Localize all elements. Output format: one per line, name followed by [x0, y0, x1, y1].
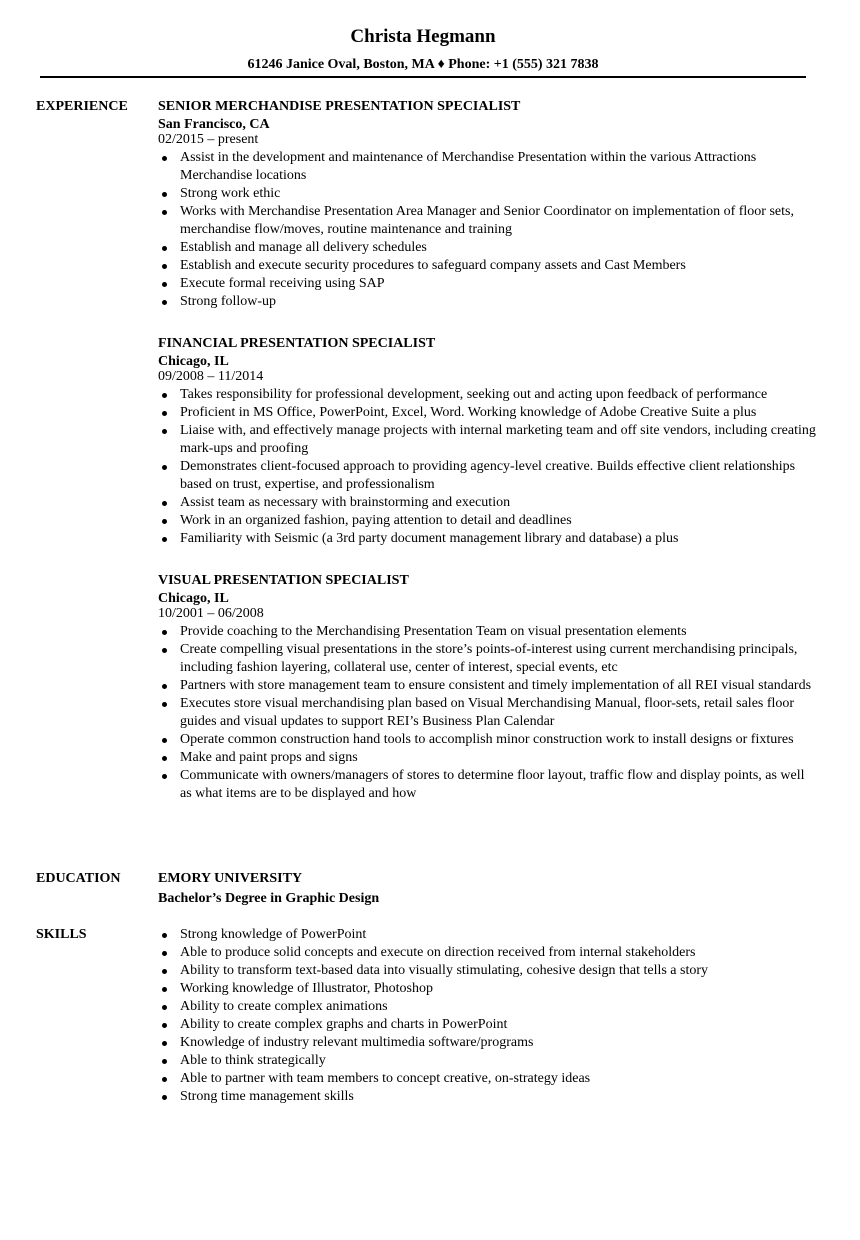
job-entry: [158, 335, 818, 548]
list-item: Demonstrates client-focused approach to providing agency-level creative. Builds effective client relationships based on trust, expertise, and professionalism: [158, 458, 818, 494]
job-dates: 02/2015 – present: [158, 132, 259, 147]
job-duties: [158, 623, 818, 803]
job-title: SENIOR MERCHANDISE PRESENTATION SPECIALIST: [158, 99, 521, 114]
list-item: Able to partner with team members to concept creative, on-strategy ideas: [158, 1070, 818, 1088]
skills-list: [158, 926, 818, 1106]
school-name: EMORY UNIVERSITY: [158, 871, 303, 886]
list-item: Communicate with owners/managers of stores to determine floor layout, traffic flow and display points, as well as what items are to be displayed and how: [158, 767, 818, 803]
list-item: Able to think strategically: [158, 1052, 818, 1070]
list-item: Familiarity with Seismic (a 3rd party document management library and database) a plus: [158, 530, 818, 548]
job-title: FINANCIAL PRESENTATION SPECIALIST: [158, 336, 436, 351]
header-divider: [40, 76, 806, 78]
degree: Bachelor’s Degree in Graphic Design: [158, 891, 380, 906]
list-item: Knowledge of industry relevant multimedia software/programs: [158, 1034, 818, 1052]
job-entry: [158, 98, 818, 311]
list-item: Takes responsibility for professional development, seeking out and acting upon feedback of performance: [158, 386, 818, 404]
list-item: Assist team as necessary with brainstorming and execution: [158, 494, 818, 512]
education-label: EDUCATION: [36, 871, 121, 886]
education-section: [158, 870, 818, 910]
job-duties: [158, 386, 818, 548]
experience-label: EXPERIENCE: [36, 99, 128, 114]
list-item: Strong work ethic: [158, 185, 818, 203]
candidate-name: Christa Hegmann: [350, 26, 496, 47]
experience-section: [158, 98, 818, 803]
list-item: Strong time management skills: [158, 1088, 818, 1106]
list-item: Establish and manage all delivery schedules: [158, 239, 818, 257]
list-item: Establish and execute security procedures to safeguard company assets and Cast Members: [158, 257, 818, 275]
list-item: Ability to create complex graphs and charts in PowerPoint: [158, 1016, 818, 1034]
job-location: San Francisco, CA: [158, 117, 270, 132]
list-item: Strong knowledge of PowerPoint: [158, 926, 818, 944]
list-item: Proficient in MS Office, PowerPoint, Excel, Word. Working knowledge of Adobe Creative Suite a plus: [158, 404, 818, 422]
list-item: Strong follow-up: [158, 293, 818, 311]
list-item: Working knowledge of Illustrator, Photoshop: [158, 980, 818, 998]
list-item: Executes store visual merchandising plan based on Visual Merchandising Manual, floor-sets, retail sales floor guides and visual updates to support REI’s Business Plan Calendar: [158, 695, 818, 731]
list-item: Assist in the development and maintenance of Merchandise Presentation within the various Attractions Merchandise locations: [158, 149, 818, 185]
job-dates: 10/2001 – 06/2008: [158, 606, 264, 621]
list-item: Able to produce solid concepts and execute on direction received from internal stakeholders: [158, 944, 818, 962]
list-item: Provide coaching to the Merchandising Presentation Team on visual presentation elements: [158, 623, 818, 641]
list-item: Ability to create complex animations: [158, 998, 818, 1016]
skills-section: [158, 926, 818, 1106]
list-item: Liaise with, and effectively manage projects with internal marketing team and off site vendors, including creating mark-ups and proofing: [158, 422, 818, 458]
skills-label: SKILLS: [36, 927, 87, 942]
list-item: Make and paint props and signs: [158, 749, 818, 767]
list-item: Work in an organized fashion, paying attention to detail and deadlines: [158, 512, 818, 530]
list-item: Works with Merchandise Presentation Area Manager and Senior Coordinator on implementation of floor sets, merchandise flow/moves, routine maintenance and training: [158, 203, 818, 239]
list-item: Ability to transform text-based data into visually stimulating, cohesive design that tells a story: [158, 962, 818, 980]
job-duties: [158, 149, 818, 311]
list-item: Operate common construction hand tools to accomplish minor construction work to install designs or fixtures: [158, 731, 818, 749]
job-entry: [158, 572, 818, 803]
list-item: Execute formal receiving using SAP: [158, 275, 818, 293]
job-dates: 09/2008 – 11/2014: [158, 369, 264, 384]
job-title: VISUAL PRESENTATION SPECIALIST: [158, 573, 409, 588]
job-location: Chicago, IL: [158, 354, 229, 369]
contact-info: 61246 Janice Oval, Boston, MA ♦ Phone: +1 (555) 321 7838: [247, 57, 599, 72]
list-item: Partners with store management team to ensure consistent and timely implementation of all REI visual standards: [158, 677, 818, 695]
job-location: Chicago, IL: [158, 591, 229, 606]
list-item: Create compelling visual presentations in the store’s points-of-interest using current merchandising principals, including fashion layering, collateral use, center of interest, special events, etc: [158, 641, 818, 677]
resume-header: [0, 24, 846, 74]
